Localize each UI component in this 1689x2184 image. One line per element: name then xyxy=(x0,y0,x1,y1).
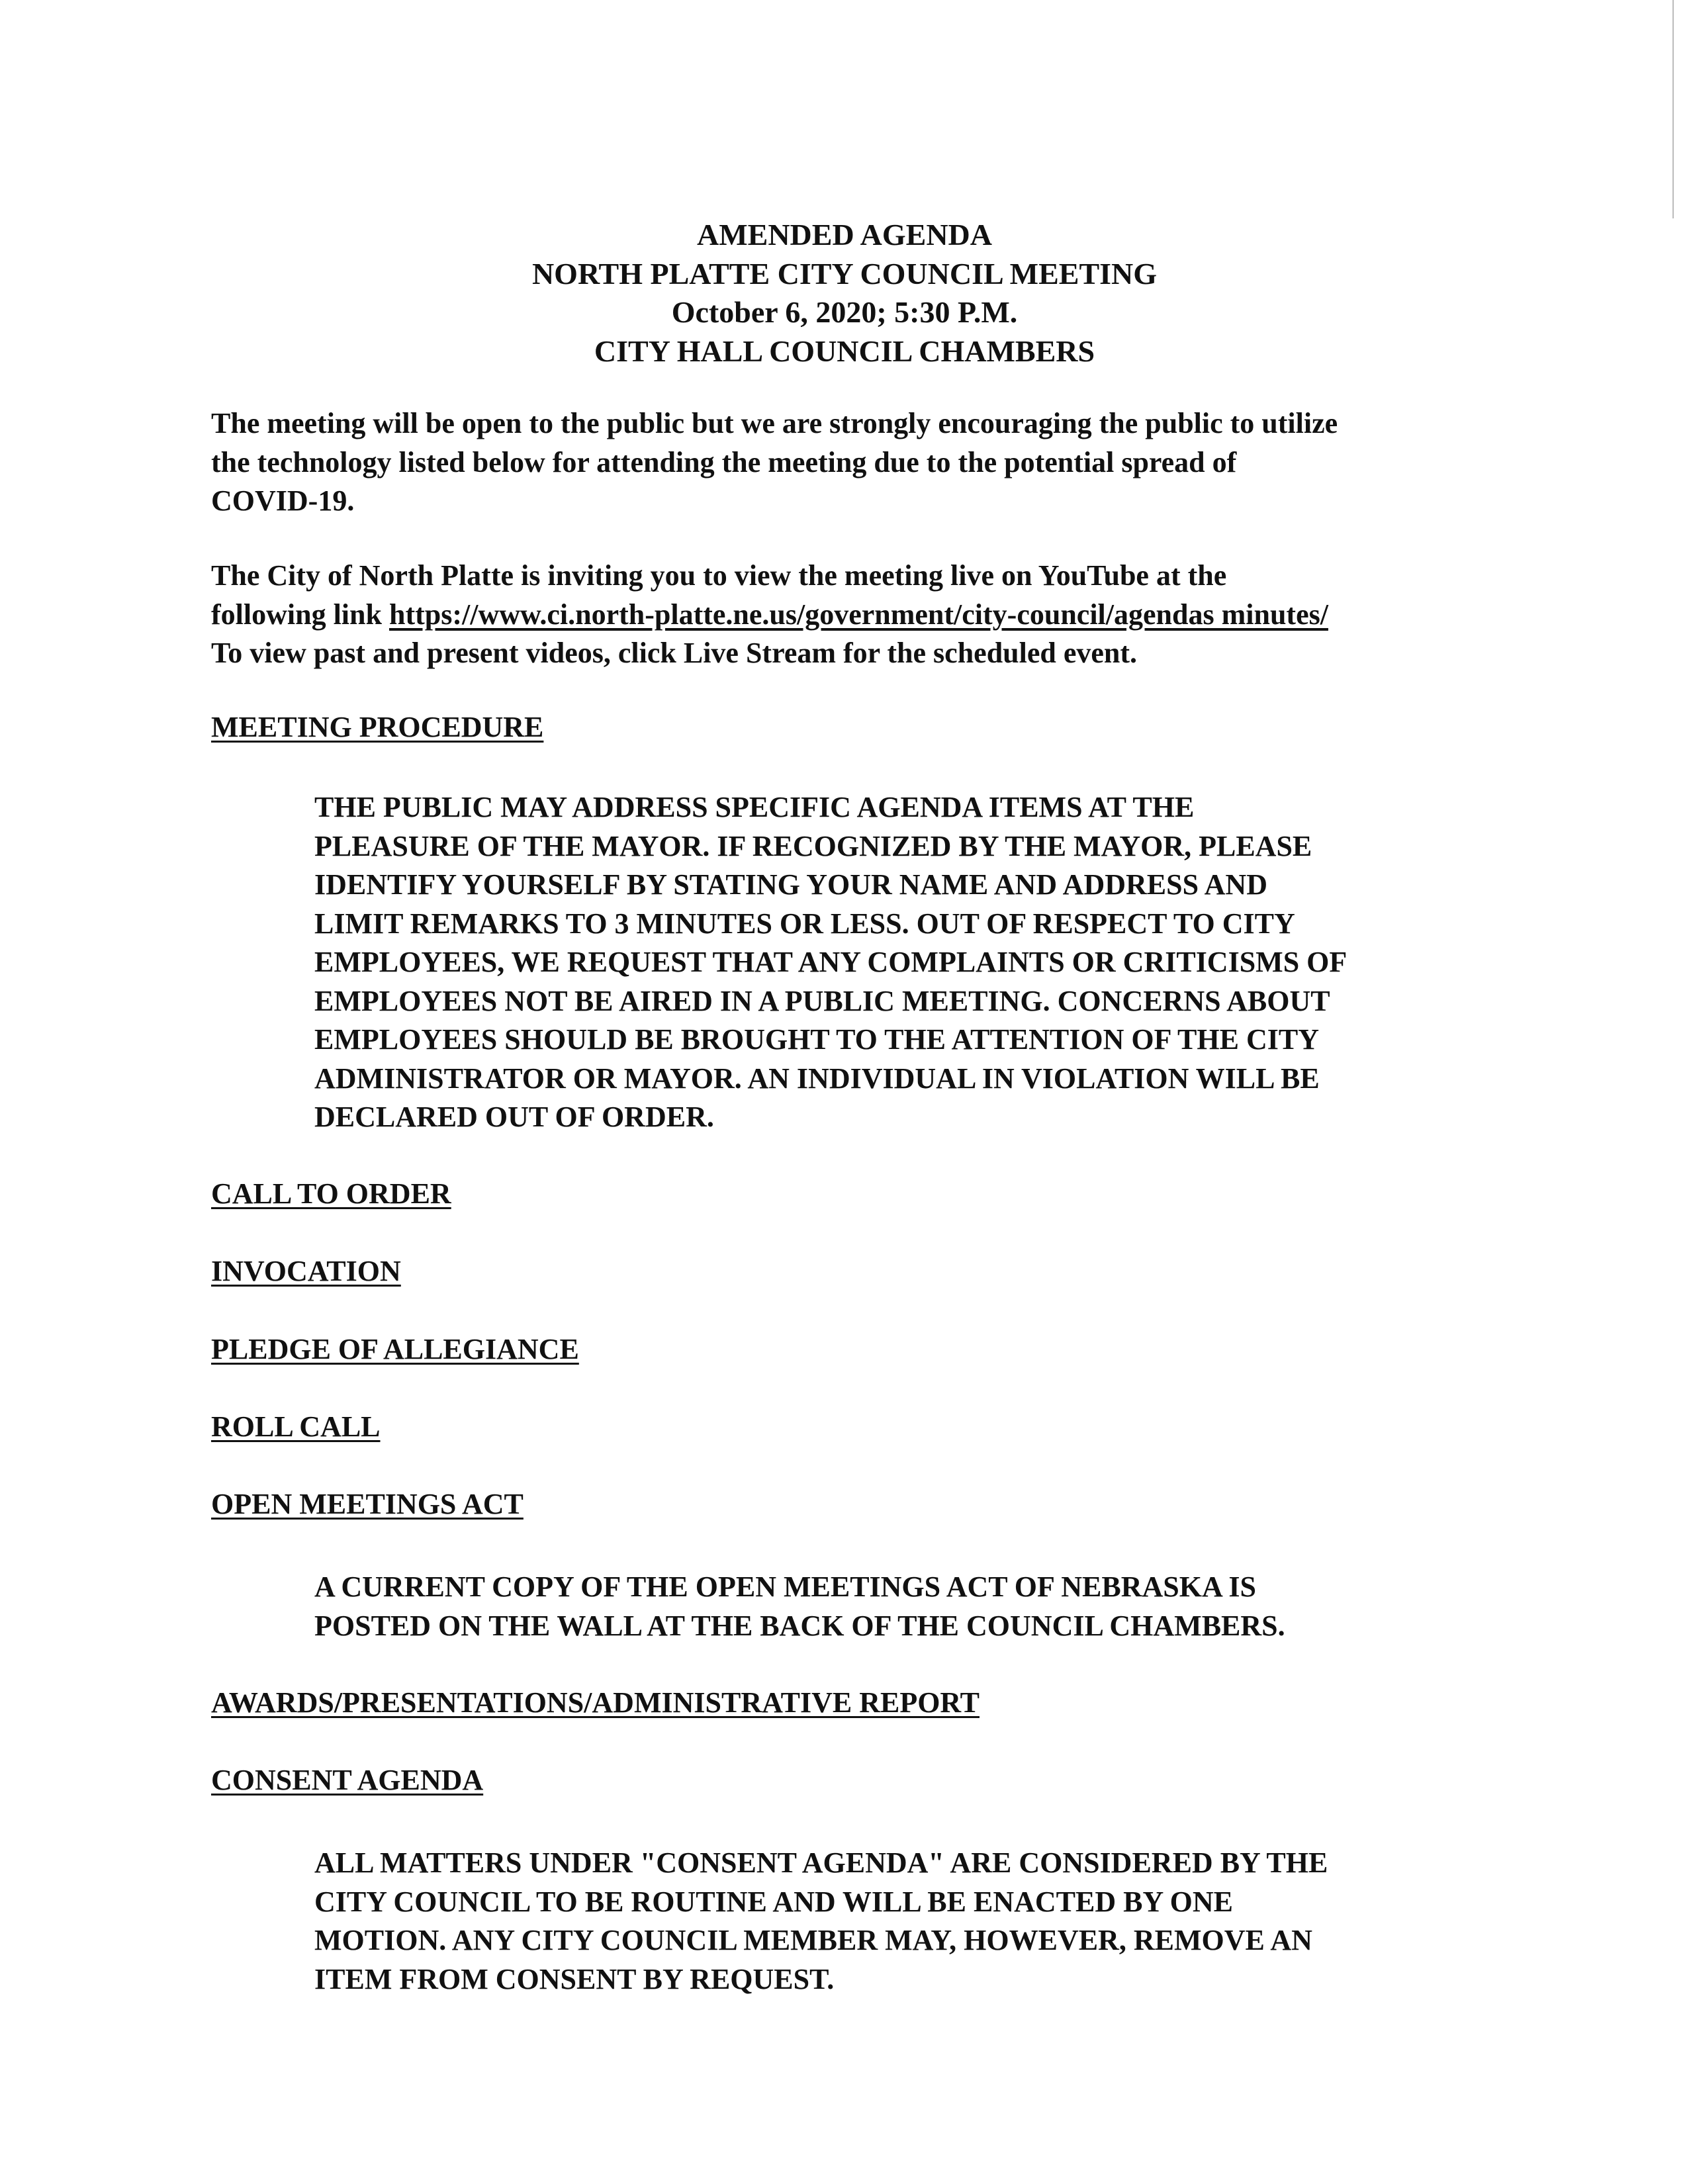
consent-agenda-text xyxy=(314,1844,1328,1999)
text-line: COVID-19. xyxy=(211,484,355,517)
text-line: To view past and present videos, click Live Stream for the scheduled event. xyxy=(211,637,1138,669)
heading-consent-agenda: CONSENT AGENDA xyxy=(211,1764,484,1796)
text-line: EMPLOYEES SHOULD BE BROUGHT TO THE ATTENTION OF THE CITY xyxy=(314,1023,1319,1056)
text-line: the technology listed below for attending the meeting due to the potential spread of xyxy=(211,445,1237,478)
agendas-link[interactable]: https://www.ci.north-platte.ne.us/government/city-council/agendas minutes/ xyxy=(388,598,1328,631)
text-line: EMPLOYEES, WE REQUEST THAT ANY COMPLAINTS OR CRITICISMS OF xyxy=(314,946,1347,978)
text-line: The City of North Platte is inviting you to view the meeting live on YouTube at the xyxy=(211,559,1227,592)
text-line: The meeting will be open to the public but we are strongly encouraging the public to utilize xyxy=(211,407,1338,439)
open-meetings-text xyxy=(314,1568,1285,1645)
intro-paragraph xyxy=(211,404,1338,521)
text-line: A CURRENT COPY OF THE OPEN MEETINGS ACT OF NEBRASKA IS xyxy=(314,1570,1256,1603)
text-line: POSTED ON THE WALL AT THE BACK OF THE COUNCIL CHAMBERS. xyxy=(314,1609,1285,1642)
text-line xyxy=(211,596,1328,635)
meeting-procedure-text xyxy=(314,788,1347,1137)
meeting-location: CITY HALL COUNCIL CHAMBERS xyxy=(594,334,1095,368)
text-line: ADMINISTRATOR OR MAYOR. AN INDIVIDUAL IN VIOLATION WILL BE xyxy=(314,1062,1320,1095)
title-line: NORTH PLATTE CITY COUNCIL MEETING xyxy=(531,256,1158,291)
youtube-paragraph xyxy=(211,557,1328,673)
text-line: THE PUBLIC MAY ADDRESS SPECIFIC AGENDA ITEMS AT THE xyxy=(314,791,1195,823)
text-line: ALL MATTERS UNDER "CONSENT AGENDA" ARE CONSIDERED BY THE xyxy=(314,1846,1328,1879)
text-fragment: following link xyxy=(211,598,389,631)
heading-open-meetings-act: OPEN MEETINGS ACT xyxy=(211,1488,524,1520)
heading-meeting-procedure: MEETING PROCEDURE xyxy=(211,711,544,743)
meeting-date: October 6, 2020; 5:30 P.M. xyxy=(671,295,1018,329)
heading-awards: AWARDS/PRESENTATIONS/ADMINISTRATIVE REPORT xyxy=(211,1686,980,1719)
text-line: LIMIT REMARKS TO 3 MINUTES OR LESS. OUT OF RESPECT TO CITY xyxy=(314,907,1295,940)
document-title xyxy=(0,216,1689,371)
text-line: CITY COUNCIL TO BE ROUTINE AND WILL BE ENACTED BY ONE xyxy=(314,1885,1233,1918)
heading-pledge: PLEDGE OF ALLEGIANCE xyxy=(211,1333,579,1365)
text-line: PLEASURE OF THE MAYOR. IF RECOGNIZED BY THE MAYOR, PLEASE xyxy=(314,829,1312,862)
text-line: DECLARED OUT OF ORDER. xyxy=(314,1101,714,1133)
title-line: AMENDED AGENDA xyxy=(697,218,992,251)
text-line: EMPLOYEES NOT BE AIRED IN A PUBLIC MEETING. CONCERNS ABOUT xyxy=(314,984,1330,1017)
text-line: IDENTIFY YOURSELF BY STATING YOUR NAME AND ADDRESS AND xyxy=(314,868,1267,901)
heading-roll-call: ROLL CALL xyxy=(211,1410,381,1443)
text-line: ITEM FROM CONSENT BY REQUEST. xyxy=(314,1962,835,1995)
heading-call-to-order: CALL TO ORDER xyxy=(211,1177,451,1210)
heading-invocation: INVOCATION xyxy=(211,1255,401,1287)
scan-edge-line xyxy=(1672,0,1674,218)
text-line: MOTION. ANY CITY COUNCIL MEMBER MAY, HOWEVER, REMOVE AN xyxy=(314,1924,1312,1956)
